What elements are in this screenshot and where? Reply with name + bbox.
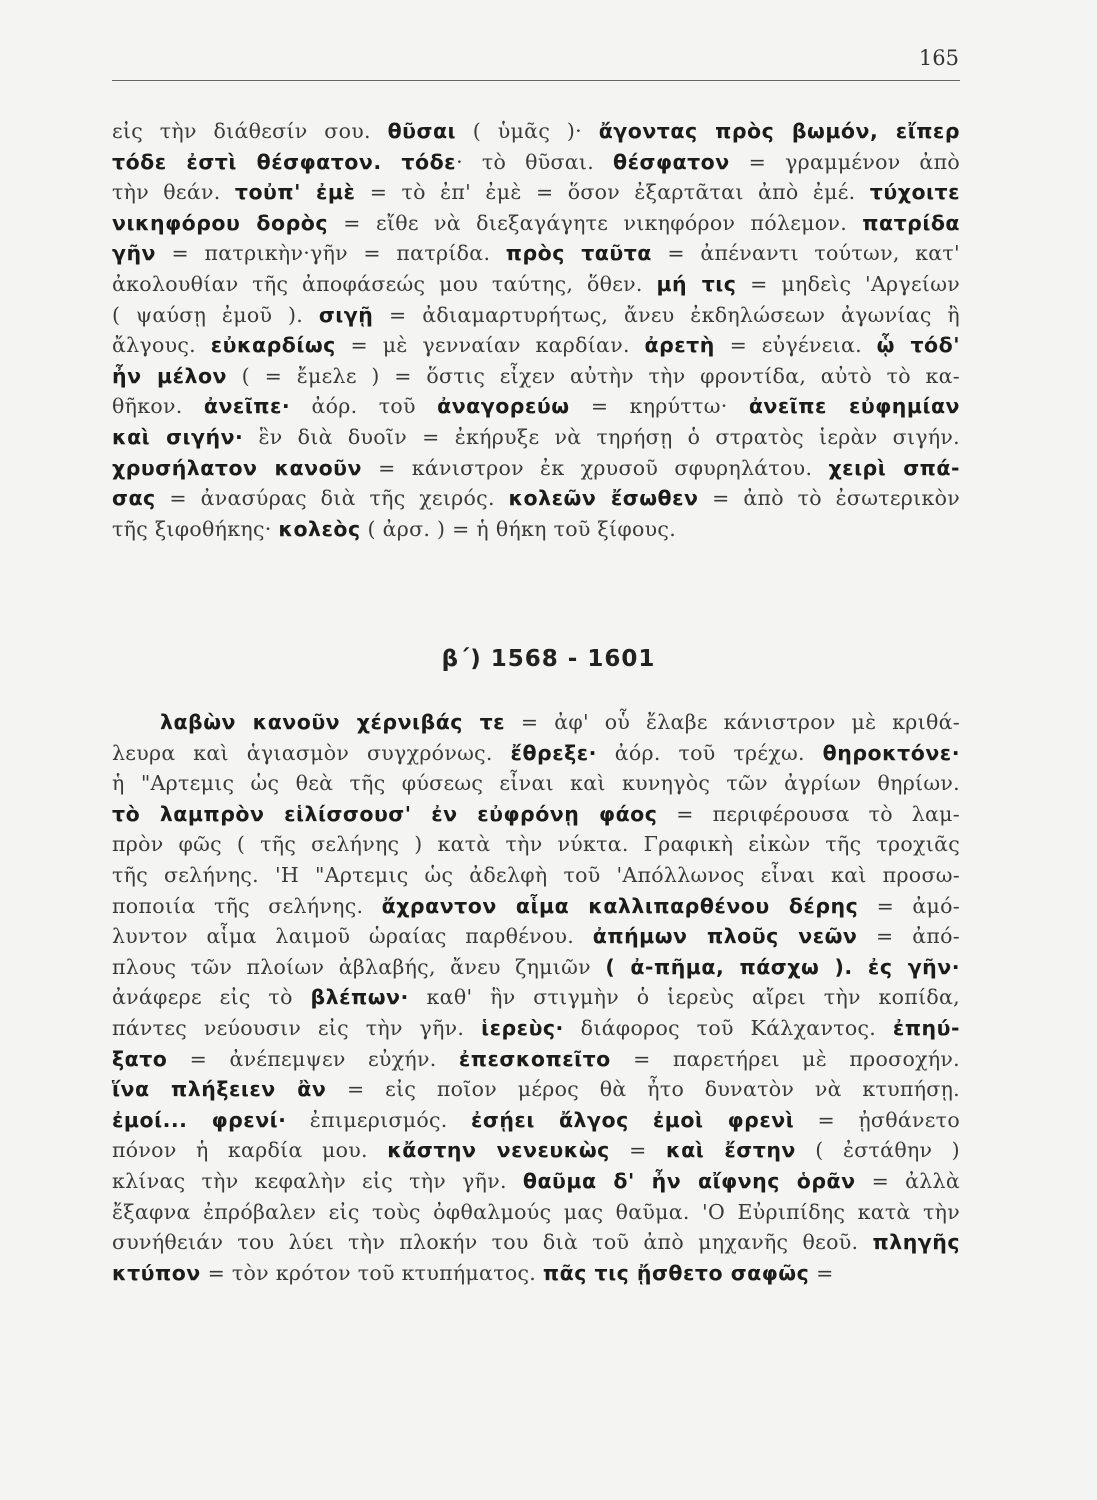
gloss-text: = ἀνασύρας διὰ τῆς χειρός. [155,486,509,511]
lemma-term: πατρίδα [862,210,960,235]
lemma-term: θέσφατον [613,149,730,174]
gloss-text: λευρα καὶ ἁγιασμὸν συγχρόνως. [112,740,511,765]
gloss-text: πάντες νεύουσιν εἰς τὴν γῆν. [112,1015,482,1040]
gloss-text: ἀκολουθίαν τῆς ἀποφάσεώς μου ταύτης, ὅθεν. [112,271,657,296]
gloss-text: θῆκον. [112,394,204,419]
text-line [112,1197,960,1228]
gloss-text: ( = ἔμελε ) = ὅστις εἶχεν αὐτὴν τὴν φροντίδα, αὐτὸ τὸ κα- [227,363,960,388]
gloss-text: = περιφέρουσα τὸ λαμ- [657,801,960,826]
gloss-text: πλους τῶν πλοίων ἀβλαβής, ἄνευ ζημιῶν [112,954,606,979]
gloss-text: = ἀπέναντι τούτων, κατ' [651,241,960,266]
gloss-text: = ᾐσθάνετο [794,1107,960,1132]
gloss-text: πρὸν φῶς ( τῆς σελήνης ) κατὰ τὴν νύκτα. Γραφικὴ εἰκὼν τῆς τροχιᾶς [112,832,960,857]
gloss-text: τῆς ξιφοθήκης· [112,516,279,541]
lemma-term: ἀρετὴ [644,333,715,358]
gloss-text: ( ἀρσ. ) = ἡ θήκη τοῦ ξίφους. [360,516,677,541]
gloss-text: = τὸν κρότον τοῦ κτυπήματος. [200,1260,543,1285]
text-line [112,982,960,1013]
lemma-term: ἐσῄει ἄλγος ἐμοὶ φρενὶ [470,1107,795,1132]
text-line [112,1013,960,1044]
gloss-text: = κάνιστρον ἐκ χρυσοῦ σφυρηλάτου. [361,455,829,480]
gloss-text: συνήθειάν του λύει τὴν πλοκήν του διὰ τοῦ ἀπὸ μηχανῆς θεοῦ. [112,1230,873,1255]
gloss-text: = μὲ γενναίαν καρδίαν. [335,333,645,358]
gloss-text: εἰς τὴν διάθεσίν σου. [112,119,388,143]
gloss-text: = εἰς ποῖον μέρος θὰ ἦτο δυνατὸν νὰ κτυπήσῃ. [326,1077,960,1102]
gloss-text: ἀνάφερε εἰς τὸ [112,985,311,1010]
gloss-text: = εἴθε νὰ διεξαγάγητε νικηφόρον πόλεμον. [327,210,863,235]
lemma-term: πᾶς τις ᾔσθετο σαφῶς [542,1260,810,1285]
text-line [112,514,960,545]
header-rule [112,80,960,81]
text-line [112,300,960,331]
text-line [112,921,960,952]
gloss-text: ( ὑμᾶς )· [456,119,599,143]
text-line [112,177,960,208]
lemma-term: μή τις [656,271,737,296]
text-line [112,829,960,860]
lemma-term: καὶ ἔστην [666,1138,796,1163]
gloss-text: · τὸ θῦσαι. [456,149,614,174]
lemma-term: ἐπηύ- [892,1015,960,1040]
gloss-text: = παρετήρει μὲ προσοχήν. [610,1046,960,1071]
text-line [112,453,960,484]
gloss-text: = γραμμένον ἀπὸ [729,149,960,174]
lemma-term: κἄστην νενευκὼς [387,1138,610,1163]
gloss-text: καθ' ἣν στιγμὴν ὁ ἱερεὺς αἴρει τὴν κοπίδα, [408,985,961,1010]
lemma-term: θαῦμα δ' ἦν αἴφνης ὁρᾶν [522,1168,856,1193]
text-line [112,361,960,392]
lemma-term: κολεῶν ἔσωθεν [508,486,699,511]
gloss-text: = ἀμό- [858,893,961,918]
gloss-text: ( ψαύσῃ ἐμοῦ ). [112,302,319,327]
gloss-text: ἐπιμερισμός. [286,1107,471,1132]
lemma-term: ( ἀ-πῆμα, πάσχω ). ἐς γῆν· [605,954,960,979]
text-line [112,860,960,891]
lemma-term: τύχοιτε [869,180,961,205]
lemma-term: πρὸς ταῦτα [505,241,652,266]
lemma-term: ἱερεὺς· [481,1015,564,1040]
gloss-text: ἡ "Αρτεμις ὡς θεὰ τῆς φύσεως εἶναι καὶ κυνηγὸς τῶν ἀγρίων θηρίων. [112,771,960,796]
lemma-term: νικηφόρου δορὸς [112,210,328,235]
gloss-text: = ἀπὸ τὸ ἐσωτερικὸν [698,486,960,511]
gloss-text: = μηδεὶς 'Αργείων [736,271,960,296]
lemma-term: ἐπεσκοπεῖτο [458,1046,611,1071]
gloss-text: διάφορος τοῦ Κάλχαντος. [563,1015,893,1040]
gloss-text: = εὐγένεια. [714,333,877,358]
gloss-text: ἄλγους. [112,333,211,358]
lemma-term: ἔθρεξε· [510,740,597,765]
gloss-text: = ἀφ' οὗ ἔλαβε κάνιστρον μὲ κριθά- [505,710,961,734]
lemma-term: ἄγοντας πρὸς βωμόν, εἴπερ [598,119,960,143]
text-line [112,1105,960,1136]
gloss-text: τὴν θεάν. [112,180,235,205]
lemma-term: ᾧ τόδ' [876,333,961,358]
text-line [112,208,960,239]
lemma-term: κολεὸς [278,516,361,541]
text-line [112,238,960,269]
text-line [112,738,960,769]
lemma-term: ἀνεῖπε εὐφημίαν [748,394,961,419]
text-line [112,483,960,514]
text-line [112,768,960,799]
page-number: 165 [918,46,959,70]
gloss-text: = [609,1138,667,1163]
lemma-term: λαβὼν κανοῦν χέρνιβάς τε [160,710,506,734]
gloss-text: = πατρικὴν·γῆν = πατρίδα. [156,241,506,266]
gloss-text: = [809,1260,834,1285]
lemma-term: τὸ λαμπρὸν εἱλίσσουσ' ἐν εὐφρόνῃ φάος [112,801,658,826]
lemma-term: ἀναγορεύω [437,394,570,419]
gloss-text: = κηρύττω· [569,394,749,419]
text-line [112,1258,960,1289]
text-line [112,147,960,178]
text-line [112,952,960,983]
text-line [112,1044,960,1075]
lemma-term: ἐμοί... φρενί· [112,1107,287,1132]
commentary-block-2 [112,707,960,1288]
lemma-term: γῆν [112,241,157,266]
text-line [112,799,960,830]
lemma-term: ἀνεῖπε· [203,394,291,419]
lemma-term: ἄχραντον αἷμα καλλιπαρθένου δέρης [381,893,859,918]
lemma-term: κτύπον [112,1260,201,1285]
lemma-term: ξατο [112,1046,168,1071]
gloss-text: ἀόρ. τοῦ τρέχω. [596,740,823,765]
lemma-term: σιγῇ [318,302,374,327]
gloss-text: = ἀπό- [857,924,960,949]
gloss-text: λυντον αἷμα λαιμοῦ ὡραίας παρθένου. [112,924,593,949]
lemma-term: πληγῆς [872,1230,960,1255]
text-line [112,1135,960,1166]
lemma-term: τόδε ἐστὶ θέσφατον. τόδε [112,149,457,174]
text-line [112,391,960,422]
lemma-term: βλέπων· [310,985,409,1010]
gloss-text: = ἀλλὰ [855,1168,960,1193]
section-heading: β΄) 1568 - 1601 [441,646,656,672]
lemma-term: εὐκαρδίως [210,333,336,358]
text-line [112,891,960,922]
gloss-text: = τὸ ἐπ' ἐμὲ = ὅσον ἐξαρτᾶται ἀπὸ ἐμέ. [355,180,870,205]
commentary-block-1 [112,116,960,544]
lemma-term: ἦν μέλον [112,363,228,388]
lemma-term: ἵνα πλήξειεν ἂν [112,1077,327,1102]
text-line [112,707,960,738]
gloss-text: πόνον ἡ καρδία μου. [112,1138,388,1163]
lemma-term: χειρὶ σπά- [828,455,960,480]
text-line [112,116,960,147]
lemma-term: σας [112,486,156,511]
text-line [112,422,960,453]
lemma-term: ἀπήμων πλοῦς νεῶν [592,924,858,949]
lemma-term: χρυσήλατον κανοῦν [112,455,362,480]
gloss-text: κλίνας τὴν κεφαλὴν εἰς τὴν γῆν. [112,1168,523,1193]
lemma-term: καὶ σιγήν· [112,424,244,449]
text-line [112,269,960,300]
text-line [112,330,960,361]
text-line [112,1166,960,1197]
gloss-text: = ἀδιαμαρτυρήτως, ἄνευ ἐκδηλώσεων ἀγωνίας ἢ [373,302,960,327]
lemma-term: θηροκτόνε· [822,740,961,765]
gloss-text: ἀόρ. τοῦ [290,394,438,419]
lemma-term: τοὐπ' ἐμὲ [234,180,356,205]
gloss-text: ποποιία τῆς σελήνης. [112,893,382,918]
lemma-term: θῦσαι [387,119,457,143]
text-line [112,1074,960,1105]
text-line [112,1227,960,1258]
gloss-text: τῆς σελήνης. 'Η "Αρτεμις ὡς ἀδελφὴ τοῦ 'Απόλλωνος εἶναι καὶ προσω- [112,862,960,887]
gloss-text: ἔξαφνα ἐπρόβαλεν εἰς τοὺς ὀφθαλμούς μας θαῦμα. 'Ο Εὐριπίδης κατὰ τὴν [112,1199,960,1224]
gloss-text: = ἀνέπεμψεν εὐχήν. [167,1046,459,1071]
gloss-text: ( ἐστάθην ) [795,1138,960,1163]
gloss-text: ἓν διὰ δυοῖν = ἐκήρυξε νὰ τηρήσῃ ὁ στρατὸς ἱερὰν σιγήν. [243,424,960,449]
